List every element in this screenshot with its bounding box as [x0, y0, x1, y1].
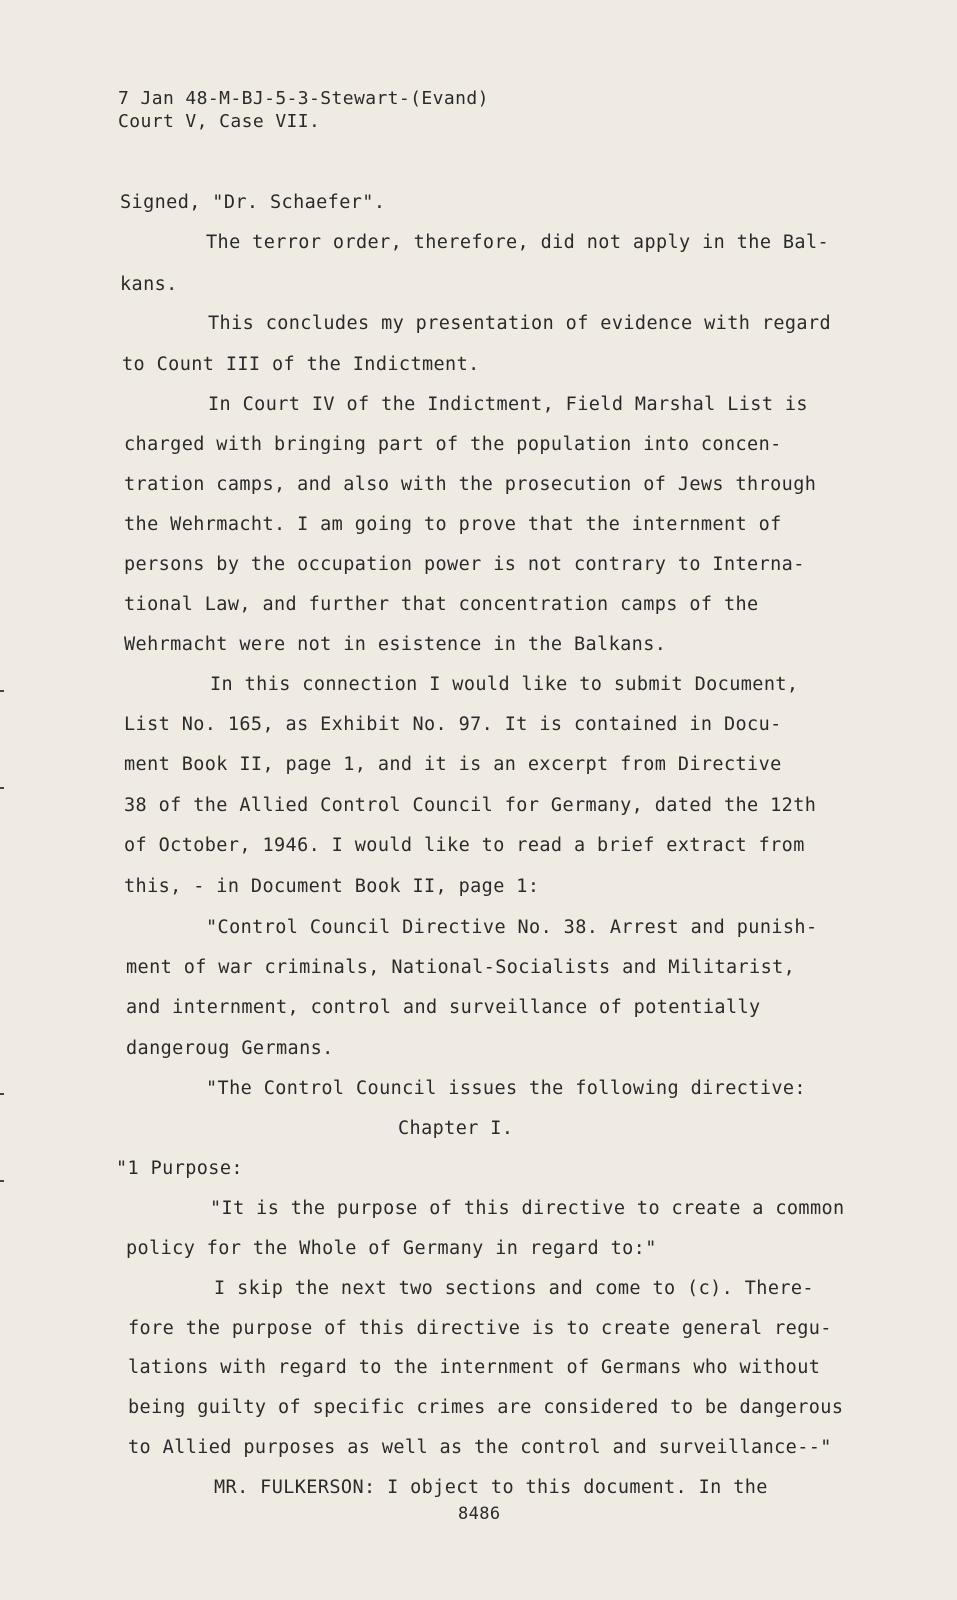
- text-line: "The Control Council issues the following directive:: [206, 1078, 806, 1099]
- text-line: persons by the occupation power is not contrary to Interna-: [124, 554, 805, 575]
- margin-mark: [0, 690, 4, 692]
- text-line: of October, 1946. I would like to read a brief extract from: [124, 835, 805, 856]
- text-line: In Court IV of the Indictment, Field Marshal List is: [208, 394, 808, 415]
- text-line: ment of war criminals, National-Socialists and Militarist,: [126, 957, 796, 978]
- margin-mark: [0, 1180, 4, 1182]
- text-line: the Wehrmacht. I am going to prove that the internment of: [124, 514, 782, 535]
- text-line: List No. 165, as Exhibit No. 97. It is contained in Docu-: [124, 714, 782, 735]
- text-line: dangeroug Germans.: [126, 1038, 334, 1059]
- text-line: this, - in Document Book II, page 1:: [124, 876, 540, 897]
- text-line: lations with regard to the internment of Germans who without: [128, 1357, 821, 1378]
- text-line: I skip the next two sections and come to (c). There-: [214, 1278, 814, 1299]
- text-line: to Allied purposes as well as the control and surveillance--": [128, 1437, 832, 1458]
- text-line: This concludes my presentation of evidence with regard: [208, 313, 832, 334]
- text-line: "1 Purpose:: [116, 1158, 243, 1179]
- text-line: "Control Council Directive No. 38. Arrest and punish-: [206, 917, 818, 938]
- text-line: 38 of the Allied Control Council for Germany, dated the 12th: [124, 795, 817, 816]
- margin-mark: [0, 787, 4, 789]
- chapter-heading: Chapter I.: [398, 1118, 514, 1139]
- text-line: Signed, "Dr. Schaefer".: [120, 192, 386, 213]
- text-line: Wehrmacht were not in esistence in the Balkans.: [124, 634, 667, 655]
- text-line: The terror order, therefore, did not apply in the Bal-: [206, 232, 830, 253]
- text-line: fore the purpose of this directive is to create general regu-: [128, 1318, 832, 1339]
- text-line: charged with bringing part of the population into concen-: [124, 434, 782, 455]
- header-line-2: Court V, Case VII.: [118, 111, 321, 132]
- header-line-1: 7 Jan 48-M-BJ-5-3-Stewart-(Evand): [118, 88, 489, 109]
- text-line: kans.: [120, 274, 178, 295]
- text-line: and internment, control and surveillance of potentially: [126, 997, 761, 1018]
- text-line: policy for the Whole of Germany in regard to:": [126, 1238, 657, 1259]
- text-line: tration camps, and also with the prosecution of Jews through: [124, 474, 817, 495]
- margin-mark: [0, 1093, 4, 1095]
- text-line: In this connection I would like to submit Document,: [210, 674, 799, 695]
- text-line: to Count III of the Indictment.: [122, 354, 480, 375]
- page-number: 8486: [458, 1504, 501, 1524]
- text-line: "It is the purpose of this directive to create a common: [210, 1198, 845, 1219]
- text-line: tional Law, and further that concentration camps of the: [124, 594, 759, 615]
- text-line: being guilty of specific crimes are considered to be dangerous: [128, 1397, 844, 1418]
- text-line: MR. FULKERSON: I object to this document. In the: [214, 1477, 768, 1498]
- text-line: ment Book II, page 1, and it is an excerpt from Directive: [124, 754, 782, 775]
